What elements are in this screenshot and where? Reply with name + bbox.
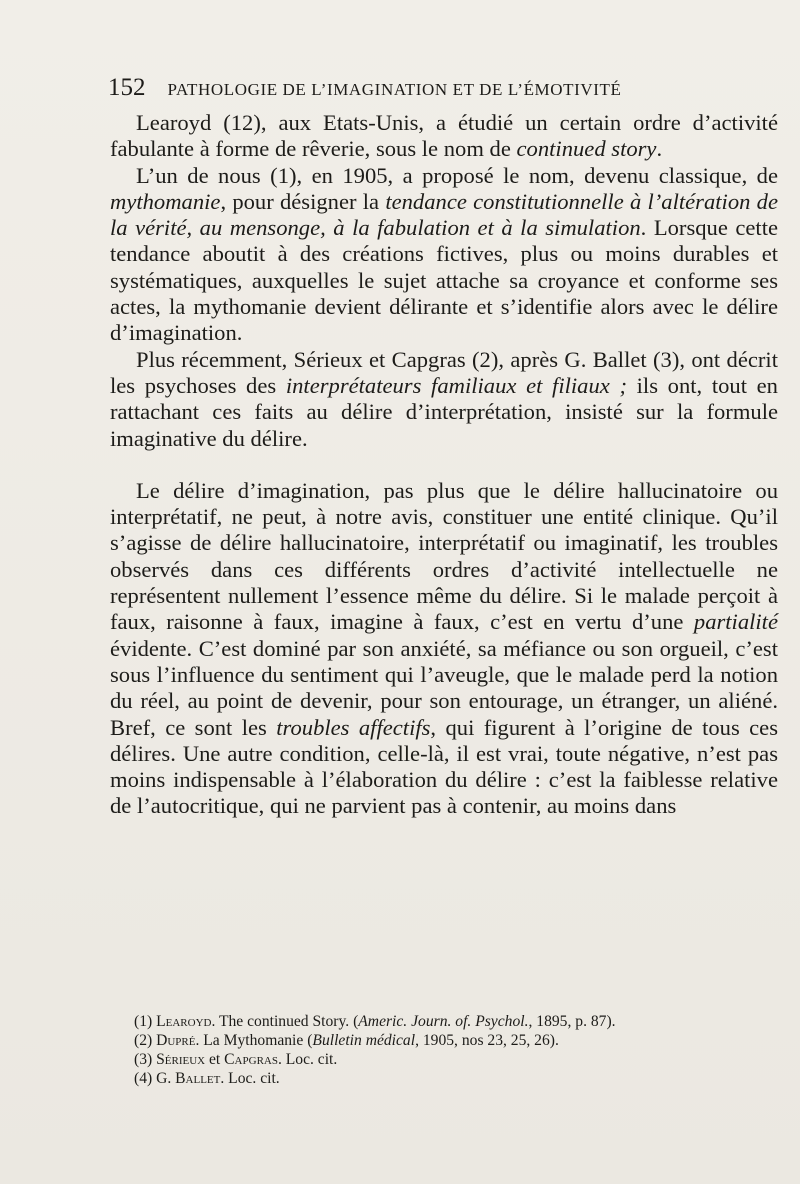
- text-run: L’un de nous (1), en 1905, a proposé le nom, devenu classique, de: [136, 162, 778, 188]
- italic-text: interprétateurs familiaux et filiaux ;: [285, 372, 627, 398]
- italic-text: Americ. Journ. of. Psychol.: [358, 1013, 529, 1030]
- footnote: [110, 1012, 778, 1031]
- author-name: Ballet: [175, 1070, 221, 1087]
- footnote: [110, 1050, 778, 1069]
- text-run: Learoyd (12), aux Etats-Unis, a étudié un certain ordre d’activité fabulante à forme de rêverie, sous le nom de: [110, 110, 778, 162]
- author-name: Learoyd: [156, 1013, 212, 1030]
- body-text: [110, 110, 778, 820]
- text-run: ils ont, tout en rattachant ces faits au délire d’interprétation, insisté sur la formule imaginative du délire.: [110, 372, 778, 451]
- text-run: Plus récemment, Sérieux et Capgras (2), après G. Ballet (3), ont décrit les psychoses des: [110, 346, 778, 398]
- italic-text: continued story: [516, 136, 657, 162]
- text-run: . Lorsque cette tendance aboutit à des créations fictives, plus ou moins durables et systématiques, auxquelles le sujet attache sa croyance et conforme ses actes, la mythomanie devient délirante et s’identifie alors avec le délire d’imagination.: [110, 215, 779, 346]
- footnote: [110, 1031, 778, 1050]
- italic-text: mythomanie: [110, 188, 221, 214]
- paragraph: [110, 110, 778, 163]
- text-run: (1): [134, 1013, 157, 1030]
- paragraph: [110, 347, 778, 452]
- text-run: . Loc. cit.: [220, 1070, 280, 1087]
- page-header: [108, 74, 780, 102]
- paragraph: [110, 163, 778, 347]
- text-run: , 1905, nos 23, 25, 26).: [415, 1032, 559, 1049]
- text-run: . La Mythomanie (: [195, 1032, 313, 1049]
- page-number: 152: [108, 74, 146, 101]
- italic-text: tendance constitutionnelle à l’altération de la vérité, au mensonge, à la fabulation et à la simulation: [110, 188, 778, 241]
- footnotes: [110, 1012, 778, 1088]
- text-run: et: [205, 1051, 225, 1068]
- text-run: . The continued Story. (: [211, 1013, 359, 1030]
- text-run: , pour désigner la: [220, 188, 386, 214]
- footnote: [110, 1069, 778, 1088]
- italic-text: partialité: [693, 609, 778, 635]
- running-title: PATHOLOGIE DE L’IMAGINATION ET DE L’ÉMOTIVITÉ: [167, 80, 622, 99]
- author-name: Dupré: [156, 1032, 196, 1049]
- paragraph: [110, 478, 778, 820]
- text-run: (4) G.: [134, 1070, 176, 1087]
- text-run: (2): [134, 1032, 157, 1049]
- author-name: Capgras: [224, 1051, 278, 1068]
- text-run: .: [656, 136, 663, 162]
- text-run: , qui figurent à l’origine de tous ces délires. Une autre condition, celle-là, il est vrai, toute négative, n’est pas moins indispensable à l’élaboration du délire : c’est la faiblesse relative de l’autocritique, qui ne parvient pas à contenir, au moins dans: [110, 714, 778, 819]
- text-run: (3): [134, 1051, 157, 1068]
- text-run: , 1895, p. 87).: [528, 1013, 616, 1030]
- italic-text: Bulletin médical: [312, 1032, 416, 1049]
- text-run: . Loc. cit.: [277, 1051, 338, 1068]
- author-name: Sérieux: [156, 1051, 206, 1068]
- text-run: évidente. C’est dominé par son anxiété, sa méfiance ou son orgueil, c’est sous l’influence du sentiment qui l’aveugle, que le malade perd la notion du réel, au point de devenir, pour son entourage, un étranger, un aliéné. Bref, ce sont les: [110, 635, 778, 740]
- italic-text: troubles affectifs: [276, 714, 431, 740]
- text-run: Le délire d’imagination, pas plus que le délire hallucinatoire ou interprétatif, ne peut, à notre avis, constituer une entité clinique. Qu’il s’agisse de délire hallucinatoire, interprétatif ou imaginatif, les troubles observés dans ces différents ordres d’activité intellectuelle ne représentent nullement l’essence même du délire. Si le malade perçoit à faux, raisonne à faux, imagine à faux, c’est en vertu d’une: [110, 477, 778, 635]
